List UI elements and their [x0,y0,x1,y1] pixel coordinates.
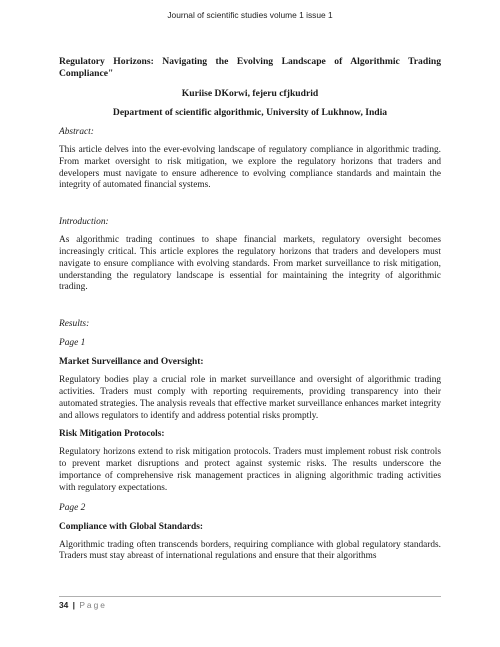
author-line: Kuriise DKorwi, fejeru cfjkudrid [181,88,319,99]
article-body [59,56,441,563]
running-head: Journal of scientific studies volume 1 issue 1 [167,10,333,20]
page-2-label: Page 2 [59,502,86,513]
section-text-market-surveillance: Regulatory bodies play a crucial role in market surveillance and oversight of algorithmic trading activities. Traders must comply with reporting requirements, providing transparency into their automated strategies. The analysis reveals that effective market surveillance enhances market integrity and allows regulators to identify and address potential risks promptly. [59,375,441,421]
introduction-label: Introduction: [59,217,109,228]
section-text-risk-mitigation: Regulatory horizons extend to risk mitigation protocols. Traders must implement robust risk controls to prevent market disruptions and protect against systemic risks. The results underscore the importance of comprehensive risk management practices in aligning algorithmic trading activities with regulatory expectations. [59,447,441,493]
abstract-text: This article delves into the ever-evolving landscape of regulatory compliance in algorithmic trading. From market oversight to risk mitigation, we explore the regulatory horizons that traders and developers must navigate to ensure adherence to evolving compliance standards and maintain the integrity of automated financial systems. [59,145,441,191]
affiliation-line: Department of scientific algorithmic, University of Lukhnow, India [112,107,388,118]
section-heading-market-surveillance: Market Surveillance and Oversight: [59,357,204,368]
page-1-label: Page 1 [59,338,86,349]
footer-separator: | [72,600,75,610]
section-text-global-standards: Algorithmic trading often transcends borders, requiring compliance with global regulatory standards. Traders must stay abreast of international regulations and ensure that their algorithms [59,539,441,562]
abstract-label: Abstract: [59,127,94,137]
footer-page-word: Page [79,600,107,610]
section-heading-risk-mitigation: Risk Mitigation Protocols: [59,429,165,440]
introduction-text: As algorithmic trading continues to shape financial markets, regulatory oversight becomes increasingly critical. This article explores the regulatory horizons that traders and developers must navigate to ensure compliance with evolving standards. From market surveillance to risk mitigation, understanding the regulatory landscape is essential for maintaining the integrity of algorithmic trading. [59,235,441,293]
footer-page-number: 34 [59,600,69,610]
section-heading-global-standards: Compliance with Global Standards: [59,521,204,532]
article-title: Regulatory Horizons: Navigating the Evolving Landscape of Algorithmic Trading Compliance" [59,56,441,79]
results-label: Results: [59,319,90,330]
page-footer [59,596,441,610]
